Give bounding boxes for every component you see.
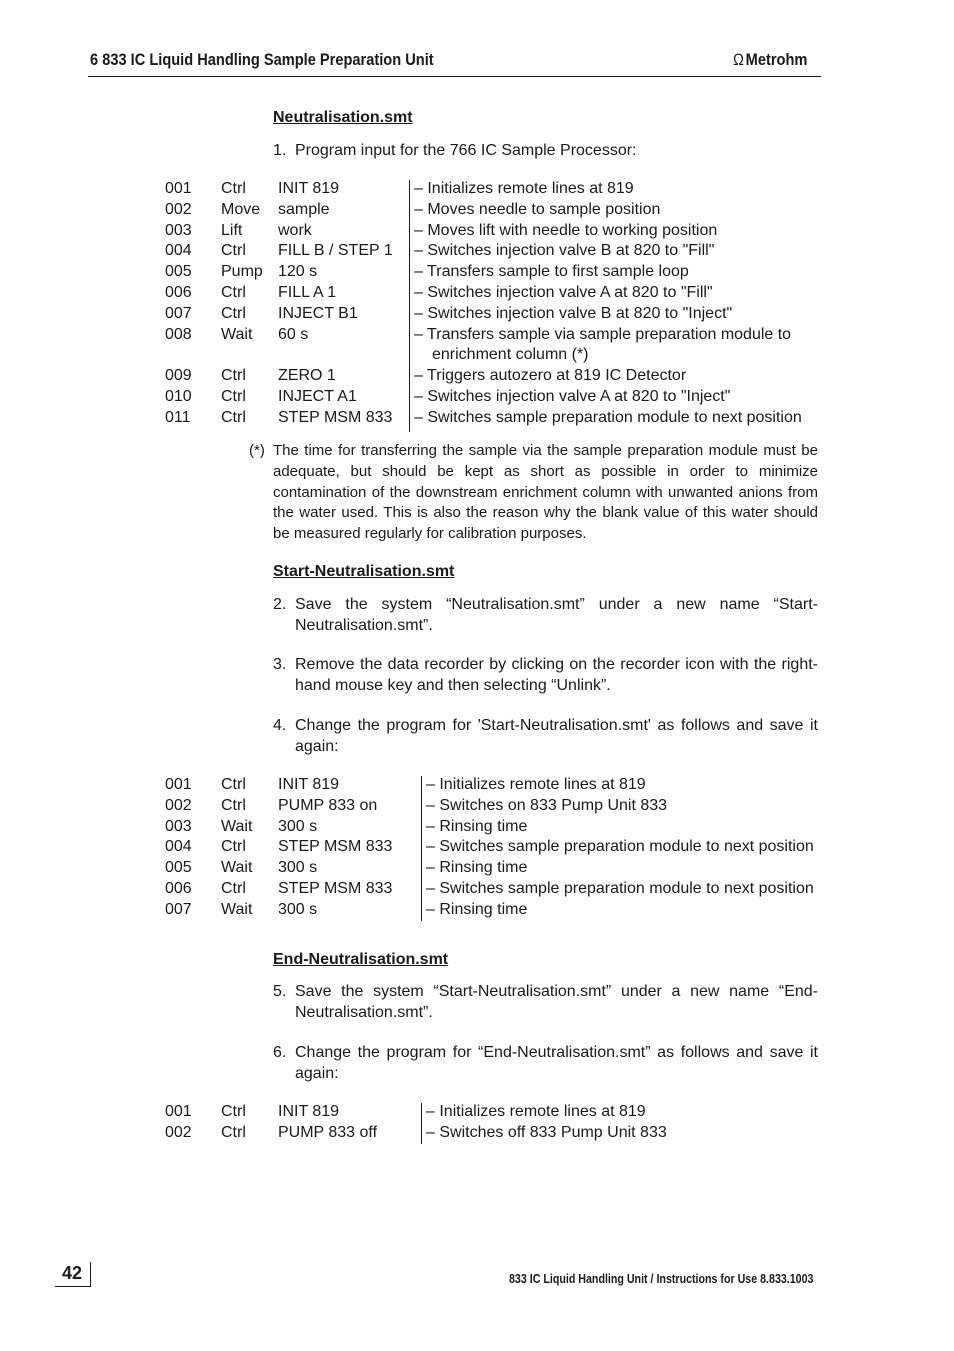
program-line [0, 1124, 954, 1145]
program-divider [421, 1103, 422, 1144]
program-line [0, 776, 954, 797]
step-number: 3. [273, 656, 287, 673]
line-description: – Switches injection valve A at 820 to "Fill" [414, 284, 713, 301]
footnote-marker: (*) [249, 442, 265, 459]
command: Wait [221, 859, 253, 877]
program-line [0, 388, 954, 409]
program-line [0, 263, 954, 284]
step-number: 2. [273, 596, 287, 613]
step-2 [273, 594, 818, 636]
command: Ctrl [221, 1103, 246, 1120]
program-line [0, 880, 954, 901]
section-heading-start-neutralisation: Start-Neutralisation.smt [273, 563, 455, 580]
line-description: – Switches sample preparation module to next position [426, 838, 814, 856]
program-line [0, 797, 954, 818]
step-number: 1. [273, 142, 287, 159]
line-number: 006 [165, 880, 192, 897]
page-number-divider [90, 1262, 91, 1287]
line-number: 010 [165, 388, 192, 405]
command: Ctrl [221, 284, 246, 301]
command: Ctrl [221, 796, 246, 814]
line-description: – Rinsing time [426, 859, 528, 877]
program-line [0, 367, 954, 388]
program-divider [421, 776, 422, 921]
line-description: – Initializes remote lines at 819 [414, 180, 634, 197]
argument: INIT 819 [278, 776, 340, 793]
command: Ctrl [221, 304, 246, 322]
page-number-rule [55, 1286, 91, 1287]
line-number: 003 [165, 817, 192, 835]
program-line [0, 201, 954, 222]
step-number: 6. [273, 1044, 287, 1061]
argument: STEP MSM 833 [278, 838, 393, 856]
logo-text: Metrohm [745, 50, 808, 69]
line-number: 005 [165, 859, 192, 877]
step-6 [273, 1042, 818, 1084]
program-line [0, 838, 954, 859]
command: Wait [221, 817, 253, 835]
line-number: 011 [165, 408, 191, 426]
argument: INJECT B1 [278, 304, 358, 322]
argument: STEP MSM 833 [278, 408, 393, 426]
omega-icon: Ω [733, 50, 744, 69]
argument: work [278, 221, 312, 239]
command: Ctrl [221, 880, 246, 897]
footer-text: 833 IC Liquid Handling Unit / Instructions for Use 8.833.1003 [509, 1271, 814, 1286]
footnote [249, 441, 818, 545]
line-number: 003 [165, 221, 192, 239]
line-number: 007 [165, 304, 192, 322]
metrohm-logo [733, 50, 807, 70]
line-description-continued: enrichment column (*) [432, 346, 589, 364]
program-divider [409, 180, 410, 432]
program-line [0, 818, 954, 839]
step-3 [273, 654, 818, 696]
step-4 [273, 715, 818, 757]
line-description: – Switches injection valve A at 820 to "Inject" [414, 388, 731, 405]
argument: INJECT A1 [278, 388, 357, 405]
command: Ctrl [221, 1123, 246, 1141]
argument: INIT 819 [278, 180, 340, 197]
footnote-text: The time for transferring the sample via the sample preparation module must be adequate, but should be kept as short as possible in order to minimize contamination of the downstream enrichment column with unwanted anions from the water used. This is also the reason why the blank value of this water should be measured regularly for calibration purposes. [273, 442, 818, 543]
line-number: 008 [165, 325, 192, 343]
program-line [0, 326, 954, 347]
line-description: – Initializes remote lines at 819 [426, 776, 646, 793]
line-number: 002 [165, 200, 192, 218]
argument: PUMP 833 on [278, 796, 378, 814]
line-number: 002 [165, 1123, 192, 1141]
argument: 120 s [278, 263, 318, 281]
argument: INIT 819 [278, 1103, 340, 1120]
command: Ctrl [221, 367, 246, 385]
step-text: Save the system “Neutralisation.smt” under a new name “Start-Neutralisation.smt”. [295, 596, 818, 634]
page-number: 42 [62, 1263, 83, 1283]
line-number: 009 [165, 367, 192, 385]
program-line [0, 284, 954, 305]
line-number: 004 [165, 838, 192, 856]
page-header-title: 6 833 IC Liquid Handling Sample Preparation Unit [90, 50, 434, 69]
command: Ctrl [221, 408, 246, 426]
argument: 60 s [278, 325, 309, 343]
step-text: Save the system “Start-Neutralisation.smt” under a new name “End-Neutralisation.smt”. [295, 983, 818, 1021]
program-line [0, 180, 954, 201]
header-rule [88, 76, 821, 77]
program-line [0, 305, 954, 326]
line-number: 002 [165, 796, 192, 814]
command: Wait [221, 900, 253, 918]
line-description: – Triggers autozero at 819 IC Detector [414, 367, 687, 385]
line-number: 001 [165, 180, 192, 197]
line-number: 007 [165, 900, 192, 918]
step-text: Change the program for “End-Neutralisation.smt” as follows and save it again: [295, 1044, 818, 1082]
line-number: 001 [165, 776, 192, 793]
step-5 [273, 981, 818, 1023]
program-line [0, 222, 954, 243]
command: Lift [221, 221, 243, 239]
line-description: – Switches sample preparation module to next position [414, 408, 802, 426]
command: Ctrl [221, 838, 246, 856]
argument: FILL A 1 [278, 284, 337, 301]
argument: 300 s [278, 900, 318, 918]
line-description: – Switches on 833 Pump Unit 833 [426, 796, 668, 814]
program-line [0, 242, 954, 263]
program-line-continuation [0, 346, 954, 367]
line-description: – Moves lift with needle to working position [414, 221, 718, 239]
line-description: – Switches sample preparation module to next position [426, 880, 814, 897]
line-description: – Moves needle to sample position [414, 200, 661, 218]
program-line [0, 859, 954, 880]
command: Ctrl [221, 776, 246, 793]
step-text: Program input for the 766 IC Sample Processor: [295, 142, 637, 159]
command: Ctrl [221, 388, 246, 405]
line-description: – Rinsing time [426, 900, 528, 918]
command: Wait [221, 325, 253, 343]
line-description: – Switches injection valve B at 820 to "Fill" [414, 242, 715, 260]
argument: ZERO 1 [278, 367, 336, 385]
line-description: – Transfers sample via sample preparation module to [414, 325, 792, 343]
command: Pump [221, 263, 263, 281]
line-number: 006 [165, 284, 192, 301]
line-description: – Switches injection valve B at 820 to "Inject" [414, 304, 733, 322]
command: Move [221, 200, 261, 218]
command: Ctrl [221, 180, 246, 197]
argument: 300 s [278, 859, 318, 877]
line-description: – Rinsing time [426, 817, 528, 835]
program-line [0, 409, 954, 430]
argument: STEP MSM 833 [278, 880, 393, 897]
line-description: – Switches off 833 Pump Unit 833 [426, 1123, 667, 1141]
argument: 300 s [278, 817, 318, 835]
section-heading-neutralisation: Neutralisation.smt [273, 109, 413, 126]
line-number: 005 [165, 263, 192, 281]
program-line [0, 901, 954, 922]
argument: PUMP 833 off [278, 1123, 378, 1141]
argument: sample [278, 200, 330, 218]
line-number: 001 [165, 1103, 192, 1120]
program-line [0, 1103, 954, 1124]
step-text: Remove the data recorder by clicking on the recorder icon with the right-hand mouse key and then selecting “Unlink”. [295, 656, 818, 694]
section-heading-end-neutralisation: End-Neutralisation.smt [273, 951, 449, 968]
line-description: – Initializes remote lines at 819 [426, 1103, 646, 1120]
step-number: 4. [273, 717, 287, 734]
line-number: 004 [165, 242, 192, 260]
argument: FILL B / STEP 1 [278, 242, 393, 260]
step-number: 5. [273, 983, 287, 1000]
step-1 [273, 140, 818, 161]
step-text: Change the program for 'Start-Neutralisation.smt' as follows and save it again: [295, 717, 818, 755]
line-description: – Transfers sample to first sample loop [414, 263, 689, 281]
command: Ctrl [221, 242, 246, 260]
